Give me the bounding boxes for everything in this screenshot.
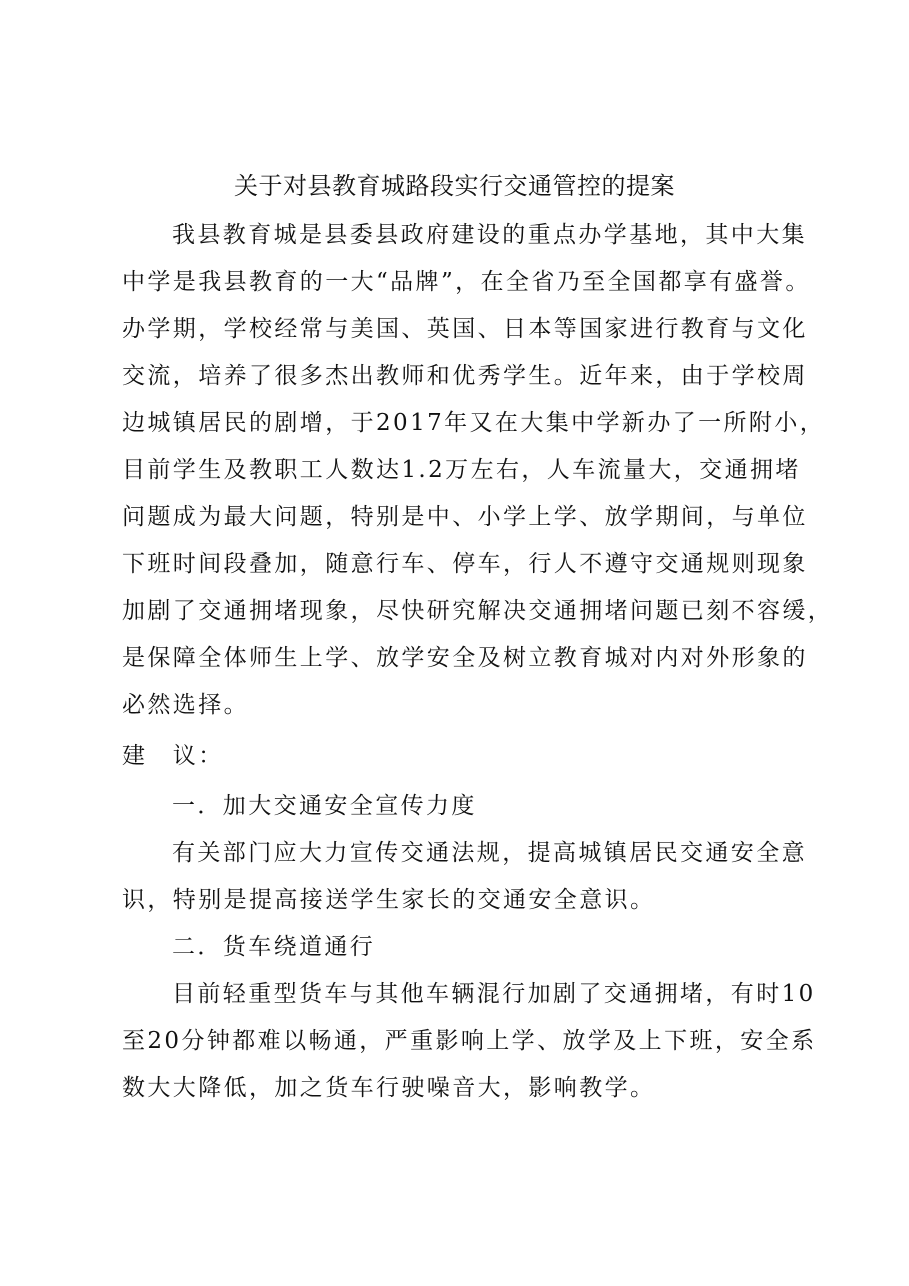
body-line: 数大大降低，加之货车行驶噪音大，影响教学。 [122,1075,656,1101]
body-line: 必然选择。 [122,692,249,718]
body-line: 是保障全体师生上学、放学安全及树立教育城对内对外形象的 [122,645,808,671]
body-line: 加剧了交通拥堵现象，尽快研究解决交通拥堵问题已刻不容缓， [122,598,834,624]
body-line: 边城镇居民的剧增，于2017年又在大集中学新办了一所附小， [122,410,826,436]
body-line: 办学期，学校经常与美国、英国、日本等国家进行教育与文化 [122,316,808,342]
body-line: 目前轻重型货车与其他车辆混行加剧了交通拥堵，有时10 [172,981,816,1007]
body-line: 我县教育城是县委县政府建设的重点办学基地，其中大集 [172,222,807,248]
body-line: 中学是我县教育的一大“品牌”，在全省乃至全国都享有盛誉。 [122,269,811,295]
suggestion-heading-1: 一．加大交通安全宣传力度 [172,793,477,819]
body-line: 识，特别是提高接送学生家长的交通安全意识。 [122,887,656,913]
body-line: 问题成为最大问题，特别是中、小学上学、放学期间，与单位 [122,504,808,530]
body-line: 下班时间段叠加，随意行车、停车，行人不遵守交通规则现象 [122,551,808,577]
body-line: 目前学生及教职工人数达1.2万左右，人车流量大，交通拥堵 [122,457,801,483]
body-line: 有关部门应大力宣传交通法规，提高城镇居民交通安全意 [172,840,807,866]
body-line: 交流，培养了很多杰出教师和优秀学生。近年来，由于学校周 [122,363,808,389]
body-line: 至20分钟都难以畅通，严重影响上学、放学及上下班，安全系 [122,1028,817,1054]
suggestion-heading-2: 二．货车绕道通行 [172,934,376,960]
section-heading-suggestions: 建 议： [122,743,224,769]
document-title: 关于对县教育城路段实行交通管控的提案 [234,172,675,200]
